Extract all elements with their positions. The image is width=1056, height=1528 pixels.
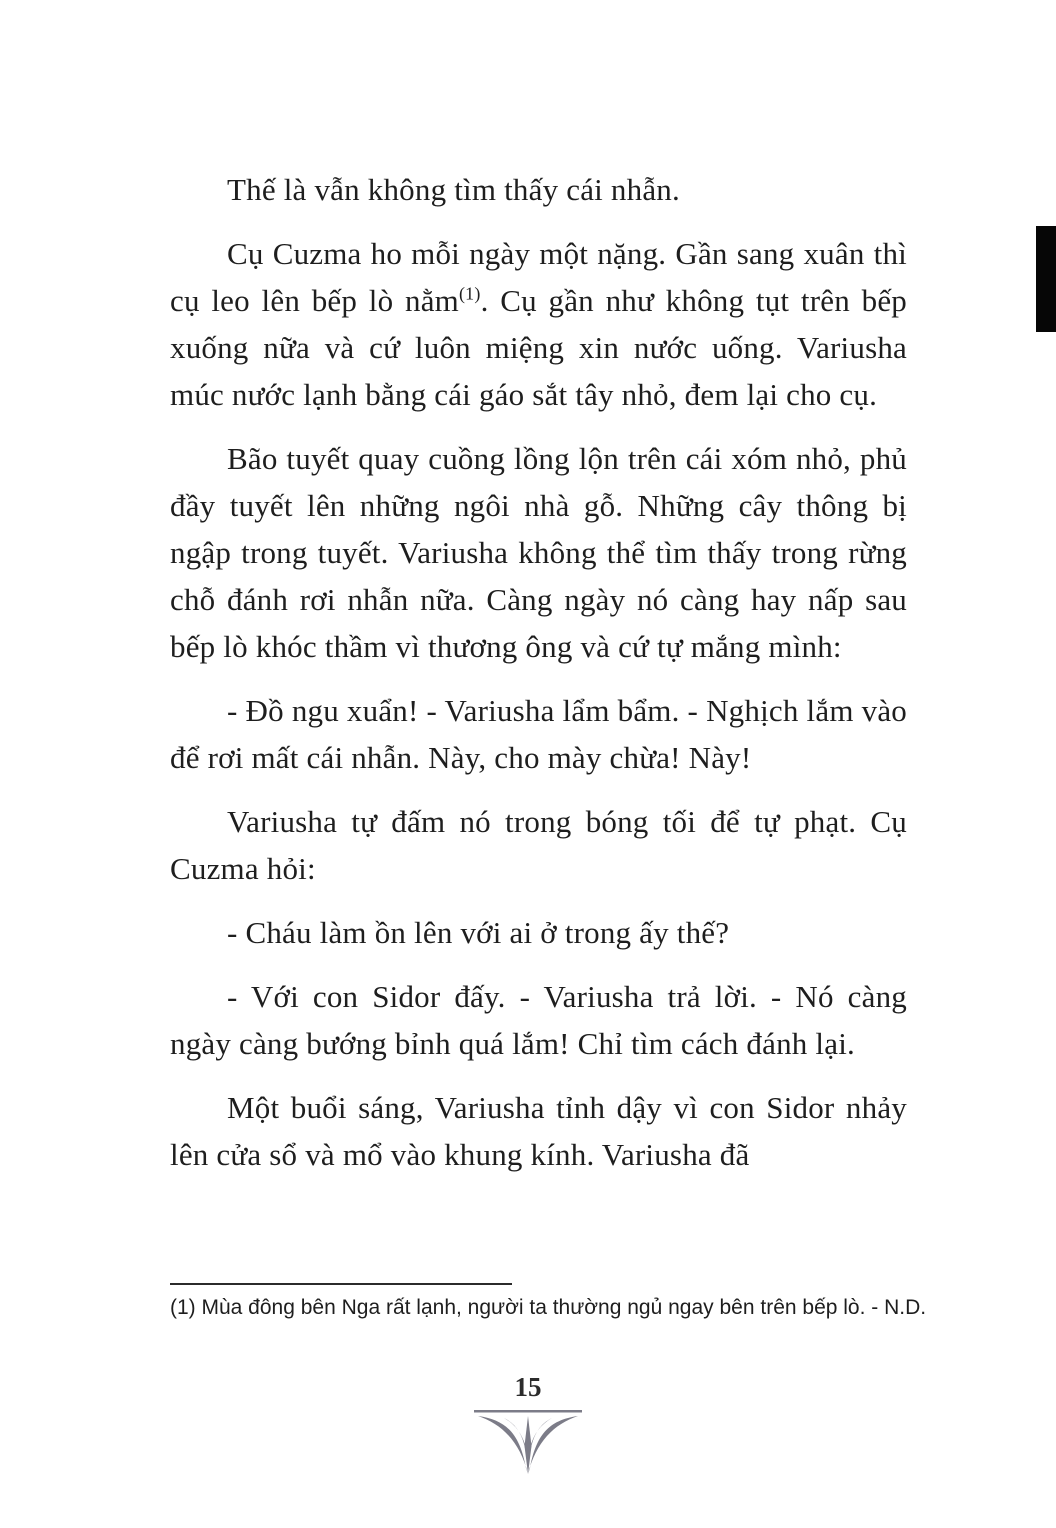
ornament-left-wing (478, 1416, 528, 1474)
paragraph: - Với con Sidor đấy. - Variusha trả lời. - Nó càng ngày càng bướng bỉnh quá lắm! Chỉ tìm cách đánh lại. (170, 979, 907, 1061)
paragraph: - Cháu làm ồn lên với ai ở trong ấy thế? (227, 915, 730, 950)
scan-artifact-strip (1036, 226, 1056, 332)
paragraph: Bão tuyết quay cuồng lồng lộn trên cái xóm nhỏ, phủ đầy tuyết lên những ngôi nhà gỗ. Những cây thông bị ngập trong tuyết. Variusha không thể tìm thấy trong rừng chỗ đánh rơi nhẫn nữa. Càng ngày nó càng hay nấp sau bếp lò khóc thầm vì thương ông và cứ tự mắng mình: (170, 441, 907, 664)
footnote-divider (170, 1283, 512, 1285)
paragraph (170, 230, 907, 418)
paragraph: Thế là vẫn không tìm thấy cái nhẫn. (227, 172, 680, 207)
footnote-marker: (1) (459, 283, 481, 304)
page-number: 15 (514, 1372, 542, 1402)
ornament-right-wing (528, 1416, 578, 1474)
paragraph-text: Cụ Cuzma ho mỗi ngày một nặng. Gần sang xuân thì cụ leo lên bếp lò nằm (170, 236, 907, 318)
ornament-center-spear (525, 1416, 532, 1474)
ornament-bar (474, 1410, 582, 1413)
paragraph: - Đồ ngu xuẩn! - Variusha lẩm bẩm. - Nghịch lắm vào để rơi mất cái nhẫn. Này, cho mày chừa! Này! (170, 693, 907, 775)
paragraph: Một buổi sáng, Variusha tỉnh dậy vì con Sidor nhảy lên cửa sổ và mổ vào khung kính. Variusha đã (170, 1090, 907, 1172)
page-body (170, 166, 907, 1195)
fleur-ornament-icon (468, 1408, 588, 1474)
paragraph: Variusha tự đấm nó trong bóng tối để tự phạt. Cụ Cuzma hỏi: (170, 804, 907, 886)
paragraph-text: . Cụ gần như không tụt trên bếp xuống nữa và cứ luôn miệng xin nước uống. Variusha múc nước lạnh bằng cái gáo sắt tây nhỏ, đem lại cho cụ. (170, 283, 907, 412)
footnote: (1) Mùa đông bên Nga rất lạnh, người ta thường ngủ ngay bên trên bếp lò. - N.D. (170, 1296, 927, 1319)
